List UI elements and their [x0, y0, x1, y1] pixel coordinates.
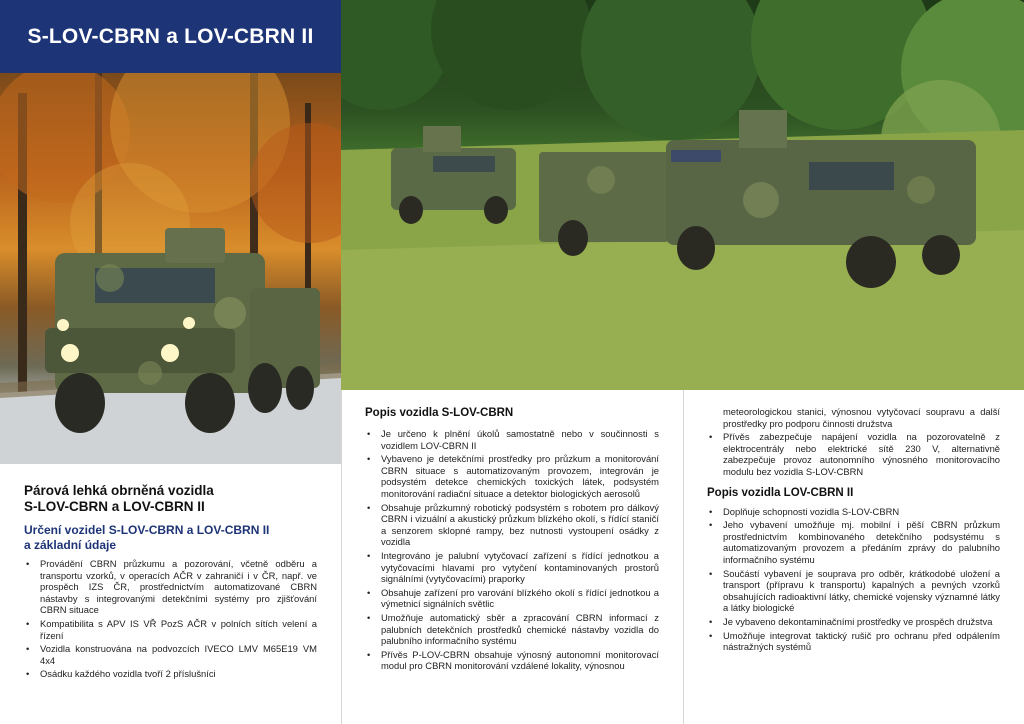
- list-item: • Integrováno je palubní vytyčovací zařízení s řídící jednotkou a vytyčovacími hlavami pro vytyčení kontaminovaných prostorů signálními (vytyčovacími) praporky: [365, 550, 659, 585]
- right-heading: Popis vozidla LOV-CBRN II: [707, 486, 854, 499]
- page-title: S-LOV-CBRN a LOV-CBRN II: [27, 24, 314, 48]
- left-subheading-line2: a základní údaje: [24, 538, 117, 552]
- list-item: • Přívěs P-LOV-CBRN obsahuje výnosný autonomní monitorovací modul pro CBRN monitorování vzdálené lokality, výnosnou: [365, 649, 659, 672]
- list-item: • Vozidla konstruována na podvozcích IVECO LMV M65E19 VM 4x4: [24, 643, 317, 666]
- right-bullet-list-top: [707, 431, 1000, 477]
- list-item: • Umožňuje automatický sběr a zpracování CBRN informací z palubních detekčních prostředků chemické nástavby vozidla do palubního informačního systému: [365, 612, 659, 647]
- left-subheading-line1: Určení vozidel S-LOV-CBRN a LOV-CBRN II: [24, 523, 270, 537]
- title-banner: [0, 0, 341, 73]
- photo-vehicles-meadow-illustration: [341, 0, 1024, 390]
- column-divider: [683, 390, 684, 724]
- list-item: • Obsahuje průzkumný robotický podsystém s robotem pro dálkový CBRN i vizuální a akustický průzkum blízkého okolí, s řídící staničí a senzorem sklopné rampy, bez nutnosti vystoupení osádky z vozidla: [365, 502, 659, 548]
- left-heading-line1: Párová lehká obrněná vozidla: [24, 483, 214, 498]
- list-item: • Kompatibilita s APV IS VŘ PozS AČR v polních sítích velení a řízení: [24, 618, 317, 641]
- list-item: • Je určeno k plnění úkolů samostatně nebo v součinnosti s vozidlem LOV-CBRN II: [365, 428, 659, 451]
- list-item: • Jeho vybavení umožňuje mj. mobilní i pěší CBRN průzkum prostřednictvím kombinovaného detekčního podsystému s automatizovaným provozem a předáním zprávy do palubního informačního systému: [707, 519, 1000, 565]
- middle-column: [365, 406, 659, 674]
- list-item: • Umožňuje integrovat taktický rušič pro ochranu před odpálením nástražných systémů: [707, 630, 1000, 653]
- left-column: [24, 483, 317, 682]
- list-item: • Součástí vybavení je souprava pro odběr, krátkodobé uložení a transport (přípravu k transportu) kapalných a pevných vzorků obsahujících radioaktivní látky, chemické vojensky významné látky a látky biologické: [707, 568, 1000, 614]
- photo-vehicles-meadow: [341, 0, 1024, 390]
- list-item: • Je vybaveno dekontaminačními prostředky ve prospěch družstva: [707, 616, 1000, 628]
- right-bullet-list: [707, 506, 1000, 653]
- photo-vehicle-forest-illustration: [0, 73, 341, 464]
- list-item: • Obsahuje zařízení pro varování blízkého okolí s řídící jednotkou a výmetnicí signálních světlic: [365, 587, 659, 610]
- middle-bullet-list: [365, 428, 659, 672]
- photo-vehicle-forest: [0, 73, 341, 464]
- right-column: [707, 406, 1000, 655]
- list-item: • Osádku každého vozidla tvoří 2 příslušníci: [24, 668, 317, 680]
- list-item: • Vybaveno je detekčními prostředky pro průzkum a monitorování CBRN situace s automatizovaným provozem, integrován je podsystém detekce chemických toxických látek, podsystém monitorování radiační situace a detektor biologických aerosolů: [365, 453, 659, 499]
- left-heading-line2: S-LOV-CBRN a LOV-CBRN II: [24, 499, 205, 514]
- list-item: • Doplňuje schopnosti vozidla S-LOV-CBRN: [707, 506, 1000, 518]
- list-item: • Přívěs zabezpečuje napájení vozidla na pozorovatelně z elektrocentrály nebo elektrické sítě 230 V, alternativně zabezpečuje provoz autonomního výnosného monitorovacího modulu bez vozidla S-LOV-CBRN: [707, 431, 1000, 477]
- list-item: • Provádění CBRN průzkumu a pozorování, včetně odběru a transportu vzorků, v operacích AČR v zahraničí i v ČR, např. ve prospěch IZS ČR, prostřednictvím automatizované CBRN nástavby s integrovanými detekčními systémy pro zjišťování CBRN situace: [24, 558, 317, 616]
- column-divider: [341, 390, 342, 724]
- continued-text: meteorologickou stanici, výnosnou vytyčovací soupravu a další prostředky pro podporu činnosti družstva: [723, 406, 1000, 429]
- middle-heading: Popis vozidla S-LOV-CBRN: [365, 407, 514, 419]
- left-bullet-list: [24, 558, 317, 680]
